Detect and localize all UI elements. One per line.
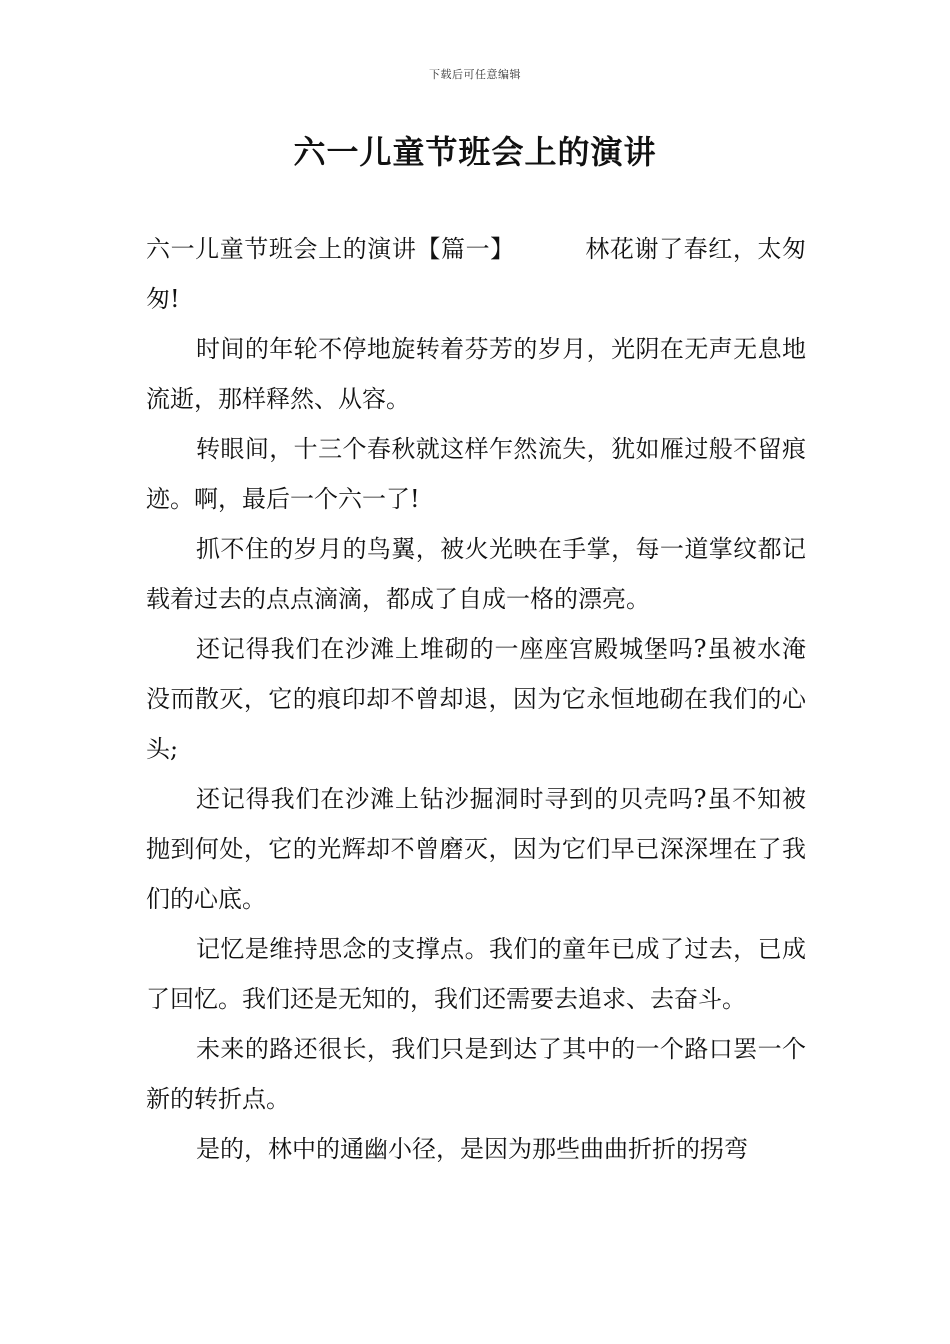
document-title: 六一儿童节班会上的演讲 — [293, 133, 657, 171]
paragraph: 转眼间，十三个春秋就这样乍然流失，犹如雁过般不留痕迹。啊，最后一个六一了! — [146, 435, 806, 513]
paragraph: 时间的年轮不停地旋转着芬芳的岁月，光阴在无声无息地流逝，那样释然、从容。 — [146, 335, 806, 413]
paragraph-text: 林花谢了春红，太匆匆! — [146, 235, 806, 313]
header-note: 下载后可任意编辑 — [429, 68, 521, 81]
paragraph: 记忆是维持思念的支撑点。我们的童年已成了过去，已成了回忆。我们还是无知的，我们还需要去追求、去奋斗。 — [146, 935, 806, 1013]
section-heading: 六一儿童节班会上的演讲【篇一】 — [146, 235, 515, 263]
paragraph: 是的，林中的通幽小径，是因为那些曲曲折折的拐弯 — [196, 1135, 748, 1163]
paragraph: 还记得我们在沙滩上钻沙掘洞时寻到的贝壳吗?虽不知被抛到何处，它的光辉却不曾磨灭，因为它们早已深深埋在了我们的心底。 — [146, 785, 806, 913]
paragraph: 抓不住的岁月的鸟翼，被火光映在手掌，每一道掌纹都记载着过去的点点滴滴，都成了自成一格的漂亮。 — [146, 535, 806, 613]
document-body — [146, 224, 806, 1174]
paragraph-first — [146, 224, 806, 324]
paragraph: 未来的路还很长，我们只是到达了其中的一个路口罢一个新的转折点。 — [146, 1035, 806, 1113]
paragraph: 还记得我们在沙滩上堆砌的一座座宫殿城堡吗?虽被水淹没而散灭，它的痕印却不曾却退，因为它永恒地砌在我们的心头; — [146, 635, 806, 763]
